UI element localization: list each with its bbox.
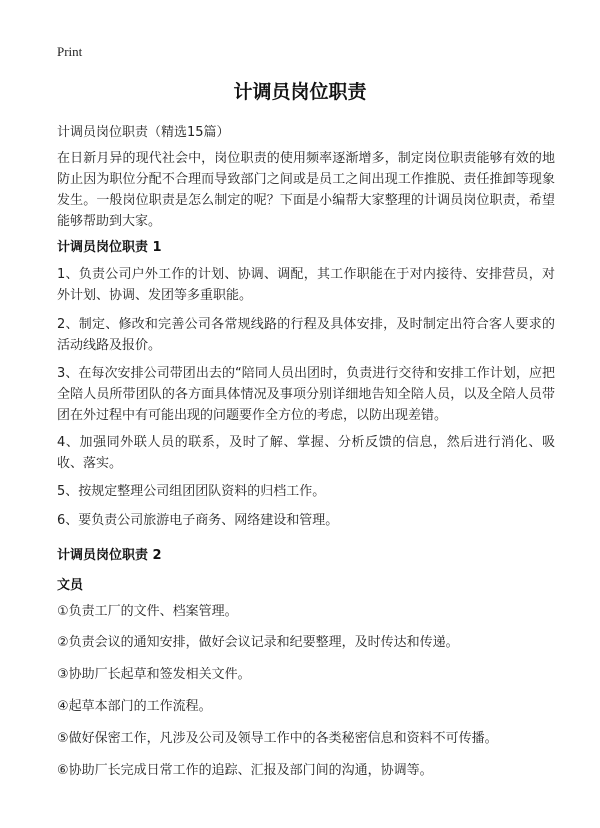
section-1-item-5: 5、按规定整理公司组团团队资料的归档工作。 xyxy=(57,484,326,499)
section-2-heading: 计调员岗位职责 2 xyxy=(57,548,162,563)
section-2-subheading: 文员 xyxy=(57,578,84,593)
section-2-item-1: ①负责工厂的文件、档案管理。 xyxy=(57,604,238,619)
document-title: 计调员岗位职责 xyxy=(233,81,367,103)
section-2-item-2: ②负责会议的通知安排，做好会议记录和纪要整理，及时传达和传递。 xyxy=(57,635,459,650)
section-2-item-4: ④起草本部门的工作流程。 xyxy=(57,699,212,714)
section-1-item-3: 3、在每次安排公司带团出去的“陪同人员出团时，负责进行交待和安排工作计划，应把全陪人员所带团队的各方面具体情况及事项分别详细地告知全陪人员，以及全陪人员带团在外过程中有可能出现的问题要作全方位的考虑，以防出现差错。 xyxy=(57,366,555,423)
section-1-item-1: 1、负责公司户外工作的计划、协调、调配，其工作职能在于对内接待、安排营员，对外计划、协调、发团等多重职能。 xyxy=(57,267,555,303)
section-2-item-3: ③协助厂长起草和签发相关文件。 xyxy=(57,667,251,682)
section-1-item-4: 4、加强同外联人员的联系，及时了解、掌握、分析反馈的信息，然后进行消化、吸收、落实。 xyxy=(57,435,555,471)
section-2-item-6: ⑥协助厂长完成日常工作的追踪、汇报及部门间的沟通，协调等。 xyxy=(57,763,433,778)
intro-paragraph: 在日新月异的现代社会中，岗位职责的使用频率逐渐增多，制定岗位职责能够有效的地防止因为职位分配不合理而导致部门之间或是员工之间出现工作推脱、责任推卸等现象发生。一般岗位职责是怎么制定的呢？下面是小编帮大家整理的计调员岗位职责，希望能够帮助到大家。 xyxy=(57,151,555,229)
section-1-item-2: 2、制定、修改和完善公司各常规线路的行程及具体安排，及时制定出符合客人要求的活动线路及报价。 xyxy=(57,317,555,353)
print-label: Print xyxy=(57,44,83,59)
section-1-heading: 计调员岗位职责 1 xyxy=(57,240,162,255)
section-2-item-5: ⑤做好保密工作，凡涉及公司及领导工作中的各类秘密信息和资料不可传播。 xyxy=(57,731,498,746)
section-1-item-6: 6、要负责公司旅游电子商务、网络建设和管理。 xyxy=(57,513,339,528)
document-subtitle: 计调员岗位职责（精选15篇） xyxy=(57,125,230,140)
